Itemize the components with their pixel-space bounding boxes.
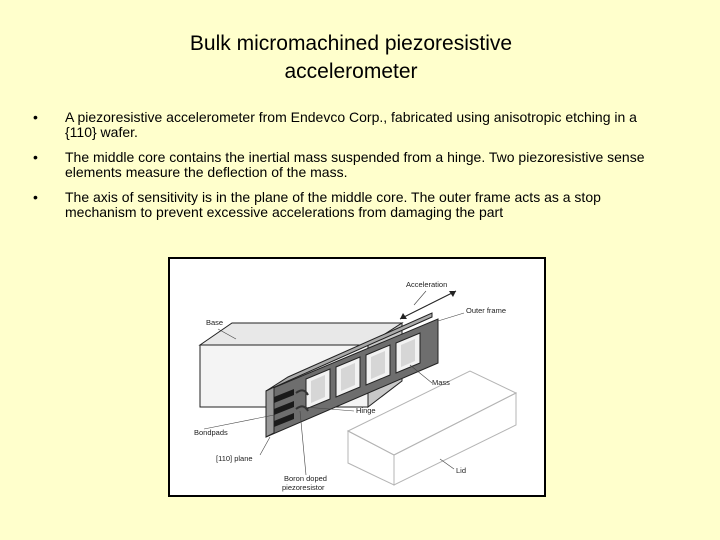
slide-title xyxy=(0,30,702,86)
accelerometer-diagram xyxy=(170,259,544,495)
accelerometer-figure xyxy=(168,257,546,497)
label-bondpads: Bondpads xyxy=(194,428,228,437)
label-piezoresistor: piezoresistor xyxy=(282,483,325,492)
bullet-item xyxy=(30,110,670,139)
label-base: Base xyxy=(206,318,224,327)
bullet-list xyxy=(30,110,670,230)
label-lid: Lid xyxy=(456,466,467,475)
bullet-marker: • xyxy=(33,149,38,165)
bullet-text: The middle core contains the inertial mass suspended from a hinge. Two piezoresistive sense elements measure the deflection of the mass. xyxy=(65,149,645,180)
label-acceleration: Acceleration xyxy=(406,280,448,289)
label-boron-doped: Boron doped xyxy=(284,474,327,483)
bullet-text: The axis of sensitivity is in the plane of the middle core. The outer frame acts as a stop mechanism to prevent excessive accelerations from damaging the part xyxy=(65,189,601,220)
bullet-text: A piezoresistive accelerometer from Endevco Corp., fabricated using anisotropic etching in a {110} wafer. xyxy=(65,109,637,140)
label-outer-frame: Outer frame xyxy=(466,306,507,315)
bullet-marker: • xyxy=(33,109,38,125)
slide-title-line-2: accelerometer xyxy=(284,60,418,83)
label-hinge: Hinge xyxy=(356,406,376,415)
bullet-marker: • xyxy=(33,189,38,205)
label-mass: Mass xyxy=(432,378,450,387)
slide-title-line-1: Bulk micromachined piezoresistive xyxy=(189,32,513,55)
label-110-plane: [110] plane xyxy=(216,454,253,463)
bullet-item xyxy=(30,150,670,179)
bullet-item xyxy=(30,190,670,219)
